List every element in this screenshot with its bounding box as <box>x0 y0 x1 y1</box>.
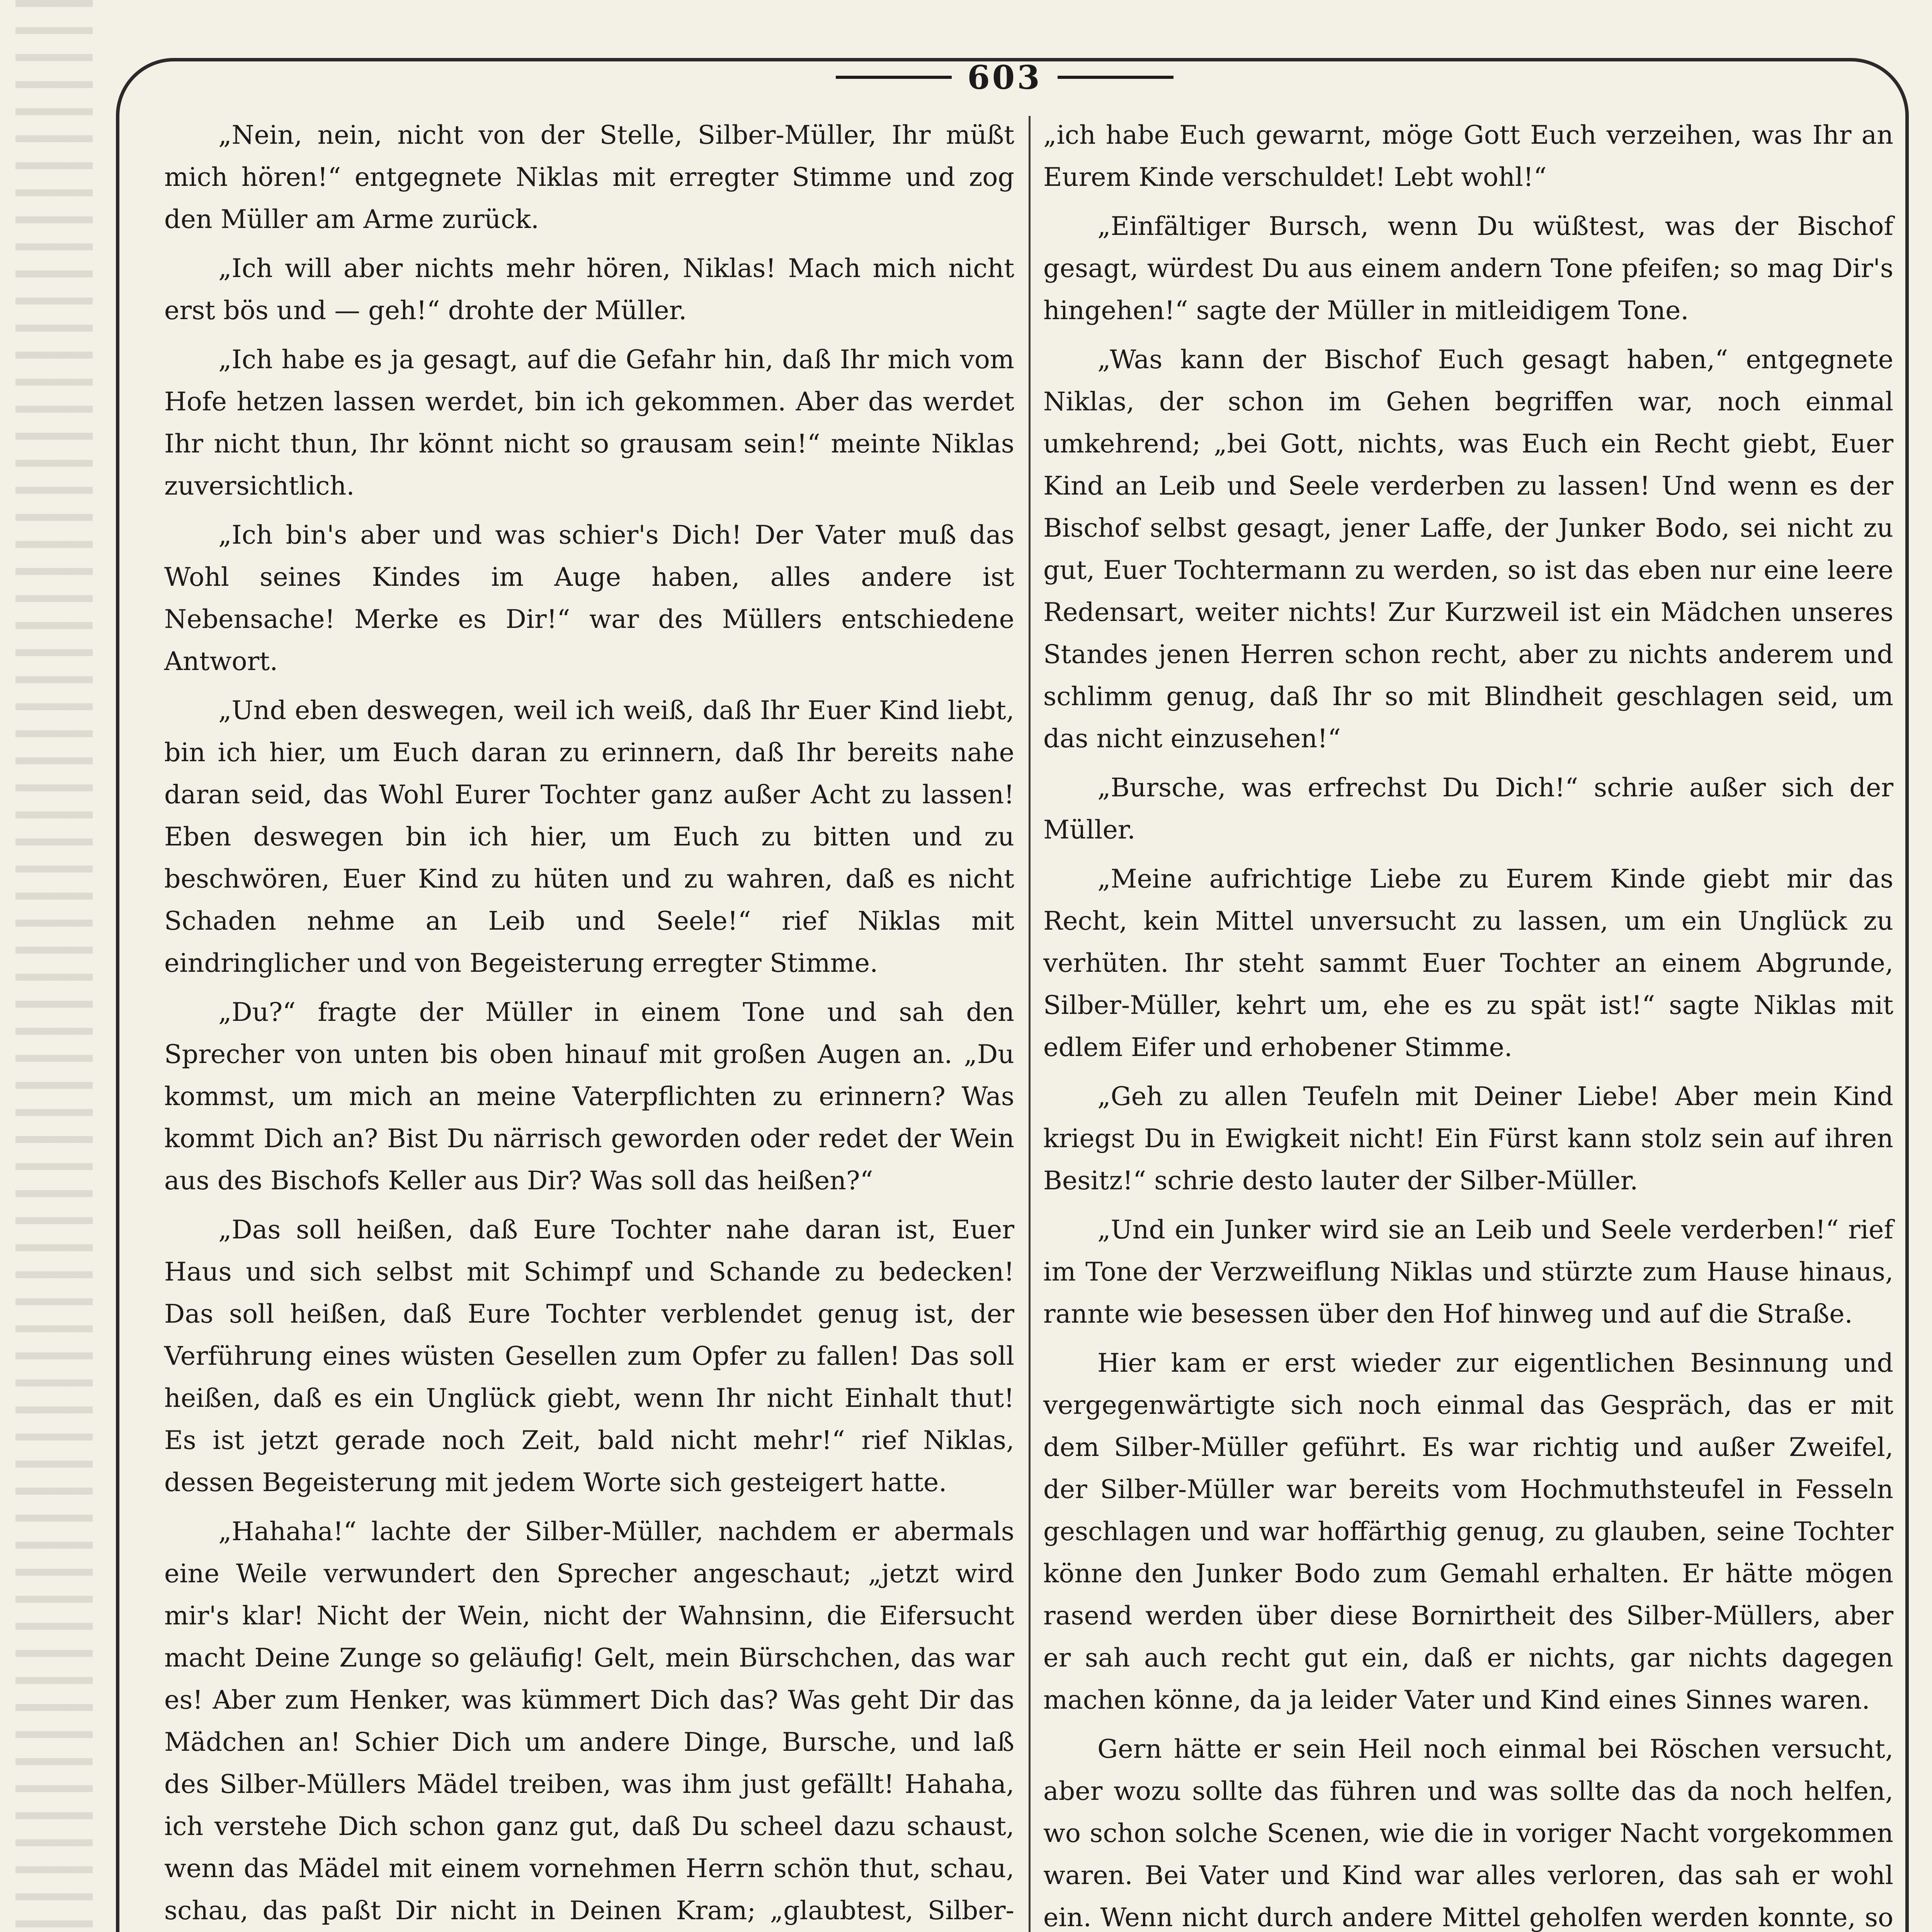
paragraph: „Ich bin's aber und was schier's Dich! Der Vater muß das Wohl seines Kindes im Auge haben, alles andere ist Nebensache! Merke es Dir!“ war des Müllers entschiedene Antwort. <box>164 520 1014 676</box>
paragraph: „Ich will aber nichts mehr hören, Niklas! Mach mich nicht erst bös und — geh!“ drohte der Müller. <box>164 253 1014 325</box>
page-header <box>831 50 1179 104</box>
paragraph: „Das soll heißen, daß Eure Tochter nahe daran ist, Euer Haus und sich selbst mit Schimpf und Schande zu bedecken! Das soll heißen, daß Eure Tochter verblendet genug ist, der Verführung eines wüsten Gesellen zum Opfer zu fallen! Das soll heißen, daß es ein Unglück giebt, wenn Ihr nicht Einhalt thut! Es ist jetzt gerade noch Zeit, bald nicht mehr!“ rief Niklas, dessen Begeisterung mit jedem Worte sich gesteigert hatte. <box>164 1214 1014 1497</box>
column-divider <box>1029 116 1031 1932</box>
scan-edge-shadow <box>15 0 93 1932</box>
paragraph: „Nein, nein, nicht von der Stelle, Silber-Müller, Ihr müßt mich hören!“ entgegnete Niklas mit erregter Stimme und zog den Müller am Arme zurück. <box>164 120 1014 234</box>
paragraph: „Und eben deswegen, weil ich weiß, daß Ihr Euer Kind liebt, bin ich hier, um Euch daran zu erinnern, daß Ihr bereits nahe daran seid, das Wohl Eurer Tochter ganz außer Acht zu lassen! Eben deswegen bin ich hier, um Euch zu bitten und zu beschwören, Euer Kind zu hüten und zu wahren, daß es nicht Schaden nehme an Leib und Seele!“ rief Niklas mit eindringlicher und von Begeisterung erregter Stimme. <box>164 695 1014 978</box>
paragraph: Hier kam er erst wieder zur eigentlichen Besinnung und vergegenwärtigte sich noch einmal das Gespräch, das er mit dem Silber-Müller geführt. Es war richtig und außer Zweifel, der Silber-Müller war bereits vom Hochmuthsteufel in Fesseln geschlagen und war hoffärthig genug, zu glauben, seine Tochter könne den Junker Bodo zum Gemahl erhalten. Er hätte mögen rasend werden über diese Bornirtheit des Silber-Müllers, aber er sah auch recht gut ein, daß er nichts, gar nichts dagegen machen könne, da ja leider Vater und Kind eines Sinnes waren. <box>1043 1348 1893 1715</box>
paragraph: „ich habe Euch gewarnt, möge Gott Euch verzeihen, was Ihr an Eurem Kinde verschuldet! Lebt wohl!“ <box>1043 120 1893 192</box>
header-rule-left <box>836 76 952 79</box>
paragraph: „Du?“ fragte der Müller in einem Tone und sah den Sprecher von unten bis oben hinauf mit großen Augen an. „Du kommst, um mich an meine Vaterpflichten zu erinnern? Was kommt Dich an? Bist Du närrisch geworden oder redet der Wein aus des Bischofs Keller aus Dir? Was soll das heißen?“ <box>164 997 1014 1196</box>
paragraph: „Ich habe es ja gesagt, auf die Gefahr hin, daß Ihr mich vom Hofe hetzen lassen werdet, bin ich gekommen. Aber das werdet Ihr nicht thun, Ihr könnt nicht so grausam sein!“ meinte Niklas zuversichtlich. <box>164 344 1014 501</box>
paragraph: „Geh zu allen Teufeln mit Deiner Liebe! Aber mein Kind kriegst Du in Ewigkeit nicht! Ein Fürst kann stolz sein auf ihren Besitz!“ schrie desto lauter der Silber-Müller. <box>1043 1081 1893 1196</box>
header-rule-right <box>1058 76 1173 79</box>
paragraph: „Meine aufrichtige Liebe zu Eurem Kinde giebt mir das Recht, kein Mittel unversucht zu lassen, um ein Unglück zu verhüten. Ihr steht sammt Euer Tochter an einem Abgrunde, Silber-Müller, kehrt um, ehe es zu spät ist!“ sagte Niklas mit edlem Eifer und erhobener Stimme. <box>1043 864 1893 1062</box>
paragraph: „Bursche, was erfrechst Du Dich!“ schrie außer sich der Müller. <box>1043 772 1893 845</box>
paragraph: „Was kann der Bischof Euch gesagt haben,“ entgegnete Niklas, der schon im Gehen begriffen war, noch einmal umkehrend; „bei Gott, nichts, was Euch ein Recht giebt, Euer Kind an Leib und Seele verderben zu lassen! Und wenn es der Bischof selbst gesagt, jener Laffe, der Junker Bodo, sei nicht zu gut, Euer Tochtermann zu werden, so ist das eben nur eine leere Redensart, weiter nichts! Zur Kurzweil ist ein Mädchen unseres Standes jenen Herren schon recht, aber zu nichts anderem und schlimm genug, daß Ihr so mit Blindheit geschlagen seid, um das nicht einzusehen!“ <box>1043 344 1893 753</box>
paragraph: „Einfältiger Bursch, wenn Du wüßtest, was der Bischof gesagt, würdest Du aus einem andern Tone pfeifen; so mag Dir's hingehen!“ sagte der Müller in mitleidigem Tone. <box>1043 211 1893 325</box>
page-number: 603 <box>967 58 1042 97</box>
paragraph: „Hahaha!“ lachte der Silber-Müller, nachdem er abermals eine Weile verwundert den Sprecher angeschaut; „jetzt wird mir's klar! Nicht der Wein, nicht der Wahnsinn, die Eifersucht macht Deine Zunge so geläufig! Gelt, mein Bürschchen, das war es! Aber zum Henker, was kümmert Dich das? Was geht Dir das Mädchen an! Schier Dich um andere Dinge, Bursche, und laß des Silber-Müllers Mädel treiben, was ihm just gefällt! Hahaha, ich verstehe Dich schon ganz gut, daß Du scheel dazu schaust, wenn das Mädel mit einem vornehmen Herrn schön thut, schau, schau, das paßt Dir nicht in Deinen Kram; „glaubtest, Silber- <box>164 1516 1014 1925</box>
paragraph: „Und ein Junker wird sie an Leib und Seele verderben!“ rief im Tone der Verzweiflung Niklas und stürzte zum Hause hinaus, rannte wie besessen über den Hof hinweg und auf die Straße. <box>1043 1214 1893 1329</box>
left-column <box>164 114 1014 1932</box>
paragraph: Gern hätte er sein Heil noch einmal bei Röschen versucht, aber wozu sollte das führen und was sollte das da noch helfen, wo schon solche Scenen, wie die in voriger Nacht vorgekommen waren. Bei Vater und Kind war alles verloren, das sah er wohl ein. Wenn nicht durch andere Mittel geholfen werden konnte, so <box>1043 1734 1893 1932</box>
right-column <box>1043 114 1893 1932</box>
